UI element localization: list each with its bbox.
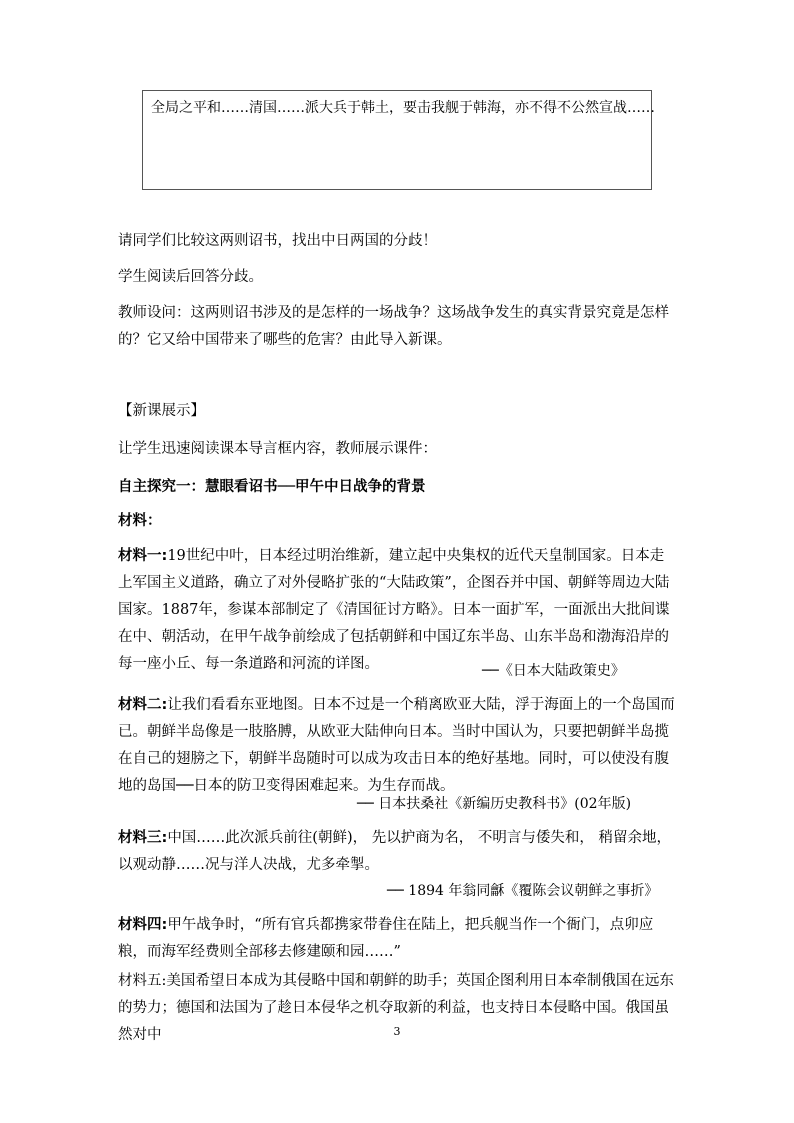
quote-text: 全局之平和……清国……派大兵于韩土，要击我舰于韩海，亦不得不公然宣战…… — [151, 100, 655, 116]
material-3 — [118, 825, 678, 879]
material-1-text: 19世纪中叶，日本经过明治维新，建立起中央集权的近代天皇制国家。日本走上军国主义道路，确立了对外侵略扩张的“大陆政策”，企图吞并中国、朝鲜等周边大陆国家。1887年，参谋本部制定了《清国征讨方略》。日本一面扩军，一面派出大批间谍在中、朝活动，在甲午战争前绘成了包括朝鲜和中国辽东半岛、山东半岛和渤海沿岸的每一座小丘、每一条道路和河流的详图。 — [118, 548, 670, 672]
section-tag: 【新课展示】 — [118, 403, 205, 419]
material-2-label: 材料二: — [118, 697, 168, 713]
material-1 — [118, 543, 678, 678]
material-2-source: ── 日本扶桑社《新编历史教科书》(02年版) — [357, 796, 632, 812]
material-1-source: ──《日本大陆政策史》 — [482, 663, 625, 679]
intro-paragraph-1: 请同学们比较这两则诏书，找出中日两国的分歧！ — [118, 233, 437, 249]
page-number: 3 — [393, 1025, 401, 1038]
material-3-label: 材料三: — [118, 830, 168, 846]
section-instruction: 让学生迅速阅读课本导言框内容，教师展示课件： — [118, 441, 437, 457]
material-3-source: ── 1894 年翁同龢《覆陈会议朝鲜之事折》 — [387, 883, 659, 899]
quote-box — [142, 90, 655, 190]
intro-paragraph-3: 教师设问：这两则诏书涉及的是怎样的一场战争？这场战争发生的真实背景究竟是怎样的？它又给中国带来了哪些的危害？由此导入新课。 — [118, 305, 669, 348]
material-1-label: 材料一: — [118, 548, 168, 564]
material-4 — [118, 912, 678, 966]
material-5-text: 美国希望日本成为其侵略中国和朝鲜的助手；英国企图利用日本牵制俄国在远东的势力；德国和法国为了趁日本侵华之机夺取新的利益，也支持日本侵略中国。俄国虽然对中 — [118, 973, 674, 1043]
material-5 — [118, 968, 678, 1043]
intro-paragraph-2: 学生阅读后回答分歧。 — [118, 269, 263, 285]
materials-label: 材料： — [118, 513, 162, 529]
material-4-text: 甲午战争时，“所有官兵都携家带眷住在陆上，把兵舰当作一个衙门，点卯应粮，而海军经费则全部移去修建颐和园……” — [118, 917, 654, 960]
section-heading: 自主探究一：慧眼看诏书──甲午中日战争的背景 — [118, 479, 426, 495]
material-4-label: 材料四: — [118, 917, 168, 933]
material-2 — [118, 692, 678, 800]
material-5-label: 材料五: — [118, 973, 167, 989]
material-2-text: 让我们看看东亚地图。日本不过是一个稍离欧亚大陆，浮于海面上的一个岛国而已。朝鲜半岛像是一肢胳膊，从欧亚大陆伸向日本。当时中国认为，只要把朝鲜半岛揽在自己的翅膀之下，朝鲜半岛随时可以成为攻击日本的绝好基地。同时，可以使没有腹地的岛国──日本的防卫变得困难起来。为生存而战。 — [118, 697, 675, 794]
material-3-text: 中国……此次派兵前往(朝鲜)， 先以护商为名， 不明言与倭失和， 稍留余地， 以观动静……况与洋人决战，尤多牵掣。 — [118, 830, 671, 873]
